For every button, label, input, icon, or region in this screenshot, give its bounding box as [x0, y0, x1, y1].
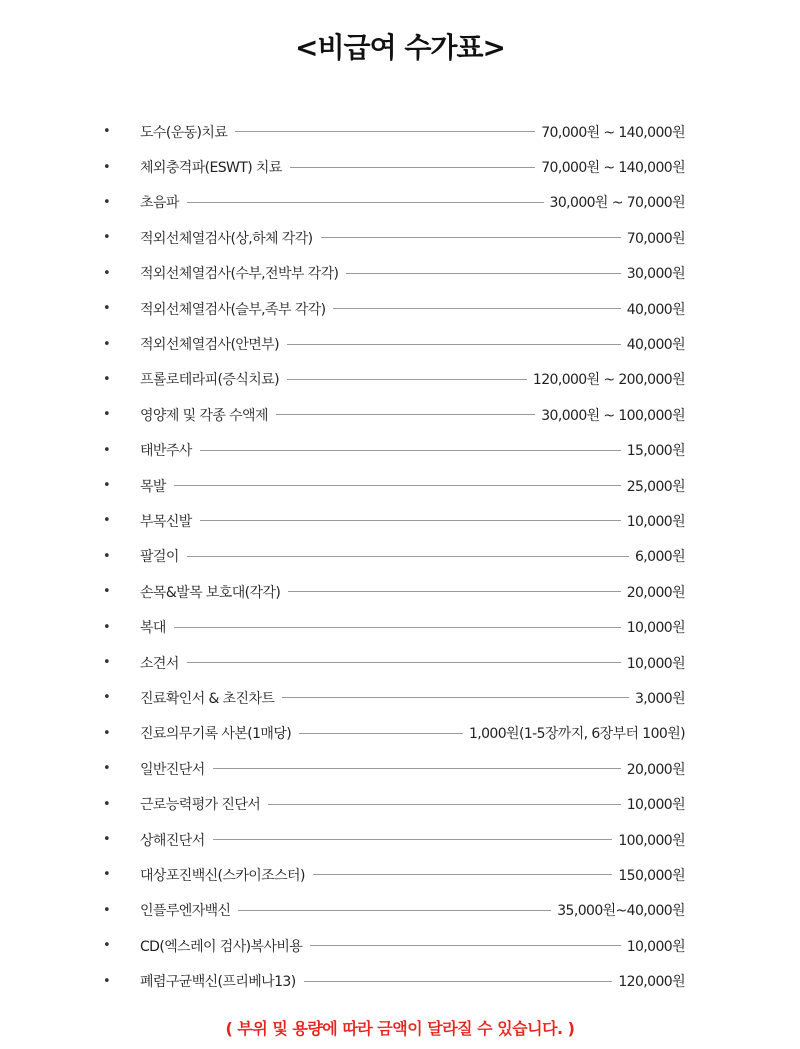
page-title: <비급여 수가표>: [295, 31, 505, 64]
leader-line: [187, 556, 629, 557]
item-price: 40,000원: [626, 337, 685, 354]
bullet-icon: •: [103, 371, 111, 387]
price-row: [0, 963, 800, 998]
price-row-content: [140, 220, 685, 255]
price-row: [0, 609, 800, 644]
item-price: 120,000원 ~ 200,000원: [532, 372, 685, 389]
item-price: 6,000원: [634, 549, 685, 566]
price-row-content: [140, 256, 685, 291]
price-row: [0, 928, 800, 963]
price-row-content: [140, 857, 685, 892]
price-row: [0, 114, 800, 149]
bullet-icon: •: [103, 796, 111, 812]
leader-line: [333, 308, 620, 309]
price-row: [0, 893, 800, 928]
price-row-content: [140, 786, 685, 821]
price-row: [0, 786, 800, 821]
item-name: 소견서: [140, 655, 179, 672]
bullet-icon: •: [103, 407, 111, 423]
price-row-content: [140, 503, 685, 538]
leader-line: [288, 591, 620, 592]
price-row: [0, 503, 800, 538]
price-row-content: [140, 751, 685, 786]
item-price: 25,000원: [626, 478, 685, 495]
leader-line: [276, 414, 535, 415]
item-name: 목발: [140, 478, 166, 495]
bullet-icon: •: [103, 761, 111, 777]
price-row: [0, 645, 800, 680]
item-name: 손목&발목 보호대(각각): [140, 584, 281, 601]
bullet-icon: •: [103, 725, 111, 741]
item-name: 영양제 및 각종 수액제: [140, 407, 268, 424]
item-price: 100,000원: [618, 832, 685, 849]
price-list: [0, 114, 800, 999]
price-row: [0, 291, 800, 326]
item-name: 태반주사: [140, 443, 192, 460]
item-name: 적외선체열검사(안면부): [140, 337, 279, 354]
item-name: 폐렴구균백신(프리베나13): [140, 974, 296, 991]
price-row: [0, 574, 800, 609]
item-name: 복대: [140, 620, 166, 637]
item-name: 대상포진백신(스카이조스터): [140, 867, 305, 884]
price-row: [0, 362, 800, 397]
price-row-content: [140, 149, 685, 184]
leader-line: [235, 131, 535, 132]
item-name: 진료의무기록 사본(1매당): [140, 726, 292, 743]
bullet-icon: •: [103, 584, 111, 600]
bullet-icon: •: [103, 194, 111, 210]
item-price: 1,000원(1-5장까지, 6장부터 100원): [468, 726, 685, 743]
price-row: [0, 751, 800, 786]
price-row-content: [140, 963, 685, 998]
item-name: 도수(운동)치료: [140, 124, 228, 141]
item-price: 10,000원: [626, 938, 685, 955]
item-name: 진료확인서 & 초진차트: [140, 690, 275, 707]
item-name: CD(엑스레이 검사)복사비용: [140, 938, 303, 955]
leader-line: [187, 202, 544, 203]
price-row-content: [140, 468, 685, 503]
item-price: 10,000원: [626, 620, 685, 637]
bullet-icon: •: [103, 938, 111, 954]
leader-line: [200, 520, 621, 521]
price-row-content: [140, 539, 685, 574]
price-row-content: [140, 433, 685, 468]
price-row-content: [140, 185, 685, 220]
price-row: [0, 468, 800, 503]
item-price: 20,000원: [626, 584, 685, 601]
item-price: 30,000원: [626, 266, 685, 283]
item-price: 120,000원: [618, 974, 685, 991]
item-price: 40,000원: [626, 301, 685, 318]
price-row: [0, 539, 800, 574]
item-price: 15,000원: [626, 443, 685, 460]
price-row: [0, 149, 800, 184]
price-row-content: [140, 114, 685, 149]
bullet-icon: •: [103, 548, 111, 564]
item-name: 일반진단서: [140, 761, 205, 778]
item-name: 상해진단서: [140, 832, 205, 849]
item-price: 10,000원: [626, 655, 685, 672]
item-price: 70,000원: [626, 230, 685, 247]
bullet-icon: •: [103, 442, 111, 458]
item-price: 70,000원 ~ 140,000원: [541, 160, 685, 177]
price-row: [0, 397, 800, 432]
bullet-icon: •: [103, 159, 111, 175]
bullet-icon: •: [103, 124, 111, 140]
leader-line: [187, 662, 621, 663]
item-price: 10,000원: [626, 797, 685, 814]
item-price: 10,000원: [626, 513, 685, 530]
item-price: 20,000원: [626, 761, 685, 778]
leader-line: [174, 485, 621, 486]
price-row-content: [140, 893, 685, 928]
item-price: 70,000원 ~ 140,000원: [541, 124, 685, 141]
price-row-content: [140, 609, 685, 644]
price-row: [0, 185, 800, 220]
bullet-icon: •: [103, 655, 111, 671]
leader-line: [346, 273, 620, 274]
price-row-content: [140, 574, 685, 609]
leader-line: [268, 804, 621, 805]
leader-line: [287, 379, 527, 380]
price-row-content: [140, 822, 685, 857]
leader-line: [299, 733, 463, 734]
item-price: 150,000원: [618, 867, 685, 884]
bullet-icon: •: [103, 301, 111, 317]
leader-line: [313, 874, 613, 875]
item-name: 적외선체열검사(상,하체 각각): [140, 230, 313, 247]
leader-line: [238, 910, 551, 911]
item-name: 근로능력평가 진단서: [140, 797, 261, 814]
price-row: [0, 680, 800, 715]
price-row-content: [140, 645, 685, 680]
item-price: 30,000원 ~ 70,000원: [549, 195, 685, 212]
price-row: [0, 326, 800, 361]
price-row-content: [140, 397, 685, 432]
price-row-content: [140, 326, 685, 361]
bullet-icon: •: [103, 867, 111, 883]
price-row-content: [140, 928, 685, 963]
price-row-content: [140, 291, 685, 326]
bullet-icon: •: [103, 690, 111, 706]
leader-line: [200, 450, 621, 451]
price-row: [0, 857, 800, 892]
leader-line: [174, 627, 621, 628]
bullet-icon: •: [103, 902, 111, 918]
bullet-icon: •: [103, 478, 111, 494]
price-row: [0, 256, 800, 291]
bullet-icon: •: [103, 619, 111, 635]
item-name: 체외충격파(ESWT) 치료: [140, 160, 282, 177]
leader-line: [304, 981, 613, 982]
price-row: [0, 822, 800, 857]
leader-line: [213, 768, 621, 769]
bullet-icon: •: [103, 973, 111, 989]
item-price: 35,000원~40,000원: [557, 903, 685, 920]
item-price: 30,000원 ~ 100,000원: [541, 407, 685, 424]
item-name: 팔걸이: [140, 549, 179, 566]
item-name: 인플루엔자백신: [140, 903, 231, 920]
item-name: 적외선체열검사(수부,전박부 각각): [140, 266, 339, 283]
price-row: [0, 220, 800, 255]
item-name: 초음파: [140, 195, 179, 212]
leader-line: [282, 697, 629, 698]
leader-line: [321, 237, 621, 238]
price-row-content: [140, 362, 685, 397]
price-row-content: [140, 680, 685, 715]
leader-line: [287, 344, 621, 345]
leader-line: [290, 167, 535, 168]
price-row: [0, 433, 800, 468]
bullet-icon: •: [103, 230, 111, 246]
bullet-icon: •: [103, 336, 111, 352]
bullet-icon: •: [103, 513, 111, 529]
price-row: [0, 716, 800, 751]
price-row-content: [140, 716, 685, 751]
item-name: 적외선체열검사(슬부,족부 각각): [140, 301, 326, 318]
item-name: 프롤로테라피(증식치료): [140, 372, 279, 389]
item-name: 부목신발: [140, 513, 192, 530]
leader-line: [310, 945, 621, 946]
bullet-icon: •: [103, 265, 111, 281]
bullet-icon: •: [103, 832, 111, 847]
leader-line: [213, 839, 613, 840]
item-price: 3,000원: [634, 690, 685, 707]
footnote-note: ( 부위 및 용량에 따라 금액이 달라질 수 있습니다. ): [225, 1019, 575, 1038]
